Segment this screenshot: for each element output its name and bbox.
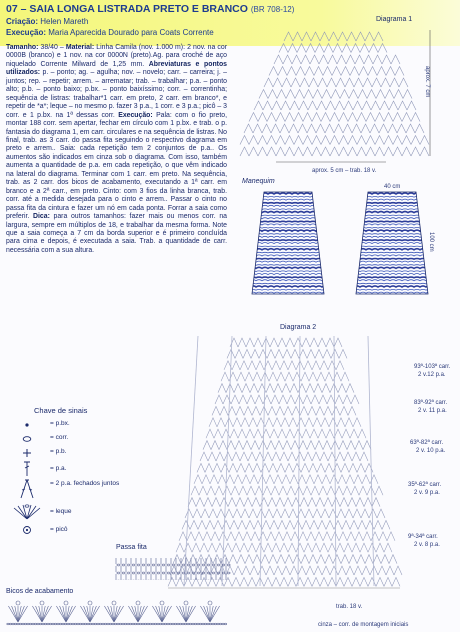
mannequin-skirt-back	[354, 190, 430, 296]
diagram1-chart	[236, 24, 448, 170]
mannequin-title: Manequim	[242, 178, 275, 185]
key-row: = corr.	[6, 432, 146, 446]
bicos-chart	[4, 598, 230, 628]
creation-credit: Criação: Helen Mareth	[6, 17, 89, 26]
key-row: = picô	[6, 524, 146, 538]
instructions-text: Tamanho: 38/40 – Material: Linha Camila (nov. 1.000 m): 2 nov. na cor 0000B (branco) e 1 nov. na cor 0000N (preto).Ag. para croché de aço niquelado Corrente Milward de 1,25 mm. Abreviaturas e pontos utilizados: p. – ponto; ag. – agulha; nov. – novelo; carr. – carreira; j. – juntos; rep. – repetir; arrem. – arrematar; trab. – trabalhar; p.a. – ponto alto; p.b. – ponto baixo; p.bx. – ponto baixíssimo; corr. – correntinha; sequência de listras: trabalhar*1 carr. em preto, 2 carr. em branco*, e repetir de *a*; leque – no mesmo p. fazer 3 p.a., 1 corr. e 3 p.a.; picô – 3 corr. e 1 p.bx. na 1ª dessas corr. Execução: Pala: com o fio preto, montar 188 corr. sem apertar, fechar em círculo com 1 p.bx. e trab. o p. fantasia do diagrama 1, em carr. circulares e na sequência de listras. No final, trab. as 3 carr. do passa fita seguindo o respectivo diagrama em preto e arrem.. Saia: cada repetição tem 2 conjuntos de p.a.. Os aumentos são indicados em cinza sob o diagrama. Com isso, também aumenta a quantidade de p.a. em cada repetição, o que vêm indicado na lateral do diagrama. Terminar com 1 carr. em preto. Na sequência, trab. as 2 carr. dos bicos de acabamento, executando a 1ª carr. em branco e a 2ª carr., em preto. Cinto: com 3 fios da linha branca, trab. corr. até a medida desejada para o cinto e arrem.. Passar o cinto no passa fita da cintura e fazer um nó em cada ponta. Forrar a saia como preferir. Dica: para outros tamanhos: fazer mais ou menos corr. na largura, sempre em múltiplos de 18, e trabalhar da mesma forma. Note que a saia começa a 7 cm da borda superior e é primeiro concluída para cima e depois, é executada a saia. Trab. a quantidade de carr. necessária com a sua altura.	[6, 44, 227, 254]
diagram2-footer-label: cinza – corr. de montagem iniciais	[318, 622, 409, 628]
step-carr-5: 9ª-34ª carr.	[408, 534, 438, 540]
passa-fita-title: Passa fita	[116, 544, 147, 551]
mannequin-height-label: 100 cm	[428, 232, 434, 252]
step-rep-1: 2 v.12 p.a.	[418, 372, 446, 378]
step-rep-5: 2 v. 8 p.a.	[414, 542, 440, 548]
diagram1-side-label: aprox. 7 cm	[424, 66, 430, 98]
step-carr-4: 35ª-62ª carr.	[408, 482, 442, 488]
key-row: = p.b.	[6, 446, 146, 460]
pbx-dot-icon	[10, 418, 44, 432]
diagram2-bottom-label: trab. 18 v.	[336, 604, 363, 610]
mannequin-width-label: 40 cm	[384, 184, 401, 190]
pattern-code: (BR 708-12)	[250, 5, 295, 14]
key-row: = leque	[6, 504, 146, 520]
diagram1-title: Diagrama 1	[376, 16, 413, 23]
step-carr-1: 93ª-103ª carr.	[414, 364, 451, 370]
diagram1-bottom-label: aprox. 5 cm – trab. 18 v.	[312, 168, 377, 174]
diagram2-title: Diagrama 2	[280, 324, 317, 331]
symbol-key	[6, 406, 146, 536]
key-row: = 2 p.a. fechados juntos	[6, 478, 146, 500]
page-title: 07 – SAIA LONGA LISTRADA PRETO E BRANCO (BR 708-12)	[6, 3, 295, 15]
pb-cross-icon	[10, 446, 44, 460]
passa-fita-chart	[114, 554, 232, 580]
key-row: = p.bx.	[6, 418, 146, 432]
key-title: Chave de sinais	[34, 406, 88, 415]
picot-icon	[10, 524, 44, 538]
bicos-title: Bicos de acabamento	[6, 588, 74, 595]
execution-credit: Execução: Maria Aparecida Dourado para Coats Corrente	[6, 28, 214, 37]
fan-icon	[10, 504, 44, 520]
pa-stitch-icon	[10, 460, 44, 478]
mannequin-skirt-front	[250, 190, 326, 296]
step-rep-4: 2 v. 9 p.a.	[414, 490, 440, 496]
key-row: = p.a.	[6, 460, 146, 478]
step-carr-2: 83ª-92ª carr.	[414, 400, 448, 406]
step-rep-3: 2 v. 10 p.a.	[416, 448, 446, 454]
pa-joined-icon	[10, 478, 44, 500]
step-rep-2: 2 v. 11 p.a.	[418, 408, 447, 414]
step-carr-3: 63ª-82ª carr.	[410, 440, 444, 446]
chain-oval-icon	[10, 432, 44, 446]
